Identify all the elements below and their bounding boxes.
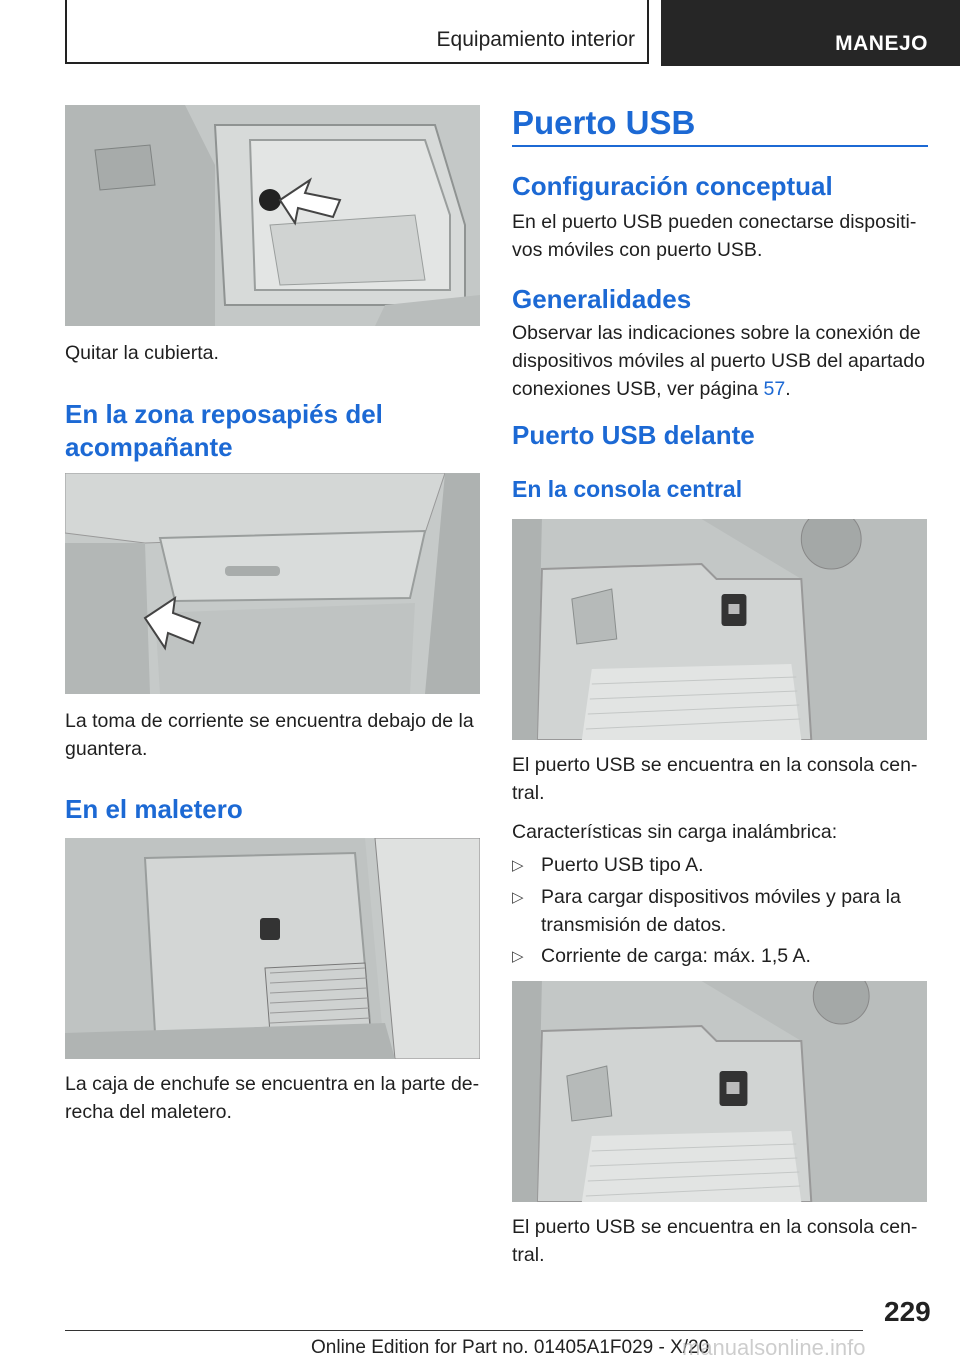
caption-console-1: El puerto USB se encuentra en la consola cen-tral. <box>512 754 918 804</box>
heading-center-console: En la consola central <box>512 476 743 502</box>
section-tab: Equipamiento interior <box>65 0 649 64</box>
armrest-outlet-image <box>65 105 480 326</box>
bullet-item <box>512 942 928 971</box>
chapter-tab: MANEJO <box>661 0 960 66</box>
heading-concept: Configuración conceptual <box>512 171 833 201</box>
heading-front-usb: Puerto USB delante <box>512 420 755 450</box>
title-underline <box>512 145 928 147</box>
triangle-bullet-icon: ▷ <box>512 857 524 874</box>
edition-text: Online Edition for Part no. 01405A1F029 - X/20 <box>311 1337 710 1358</box>
general-text-end: . <box>785 378 791 400</box>
bullet-text: Corriente de carga: máx. 1,5 A. <box>541 945 811 967</box>
triangle-bullet-icon: ▷ <box>512 889 524 906</box>
caption-remove-cover: Quitar la cubierta. <box>65 342 219 364</box>
console-usb-image-2 <box>512 981 927 1202</box>
bullet-text: Para cargar dispositivos móviles y para la transmisión de datos. <box>541 886 901 936</box>
bullet-item <box>512 851 928 880</box>
trunk-outlet-image <box>65 838 480 1059</box>
bullet-item <box>512 883 928 939</box>
bullet-text: Puerto USB tipo A. <box>541 854 704 876</box>
page-57-link[interactable]: 57 <box>763 378 786 400</box>
heading-trunk: En el maletero <box>65 794 243 824</box>
console-usb-image-1 <box>512 519 927 740</box>
footwell-outlet-image <box>65 473 480 694</box>
page-title: Puerto USB <box>512 104 696 141</box>
caption-glovebox: La toma de corriente se encuentra debajo de la guantera. <box>65 710 474 760</box>
watermark-logo: manualsonline.info <box>682 1335 866 1360</box>
triangle-bullet-icon: ▷ <box>512 948 524 965</box>
features-intro: Características sin carga inalámbrica: <box>512 821 838 843</box>
caption-console-2: El puerto USB se encuentra en la consola cen-tral. <box>512 1216 918 1266</box>
general-text-body: Observar las indicaciones sobre la conexión de dispositivos móviles al puerto USB del apartado conexiones USB, ver página <box>512 322 925 400</box>
page-number: 229 <box>884 1296 931 1327</box>
general-text <box>512 319 928 403</box>
footer-divider <box>65 1330 863 1331</box>
concept-text: En el puerto USB pueden conectarse dispositi-vos móviles con puerto USB. <box>512 211 917 261</box>
page-header <box>0 0 960 66</box>
caption-trunk: La caja de enchufe se encuentra en la parte de-recha del maletero. <box>65 1073 480 1123</box>
heading-general: Generalidades <box>512 284 692 314</box>
heading-passenger-footwell: En la zona reposapiés del acompañante <box>65 399 383 462</box>
